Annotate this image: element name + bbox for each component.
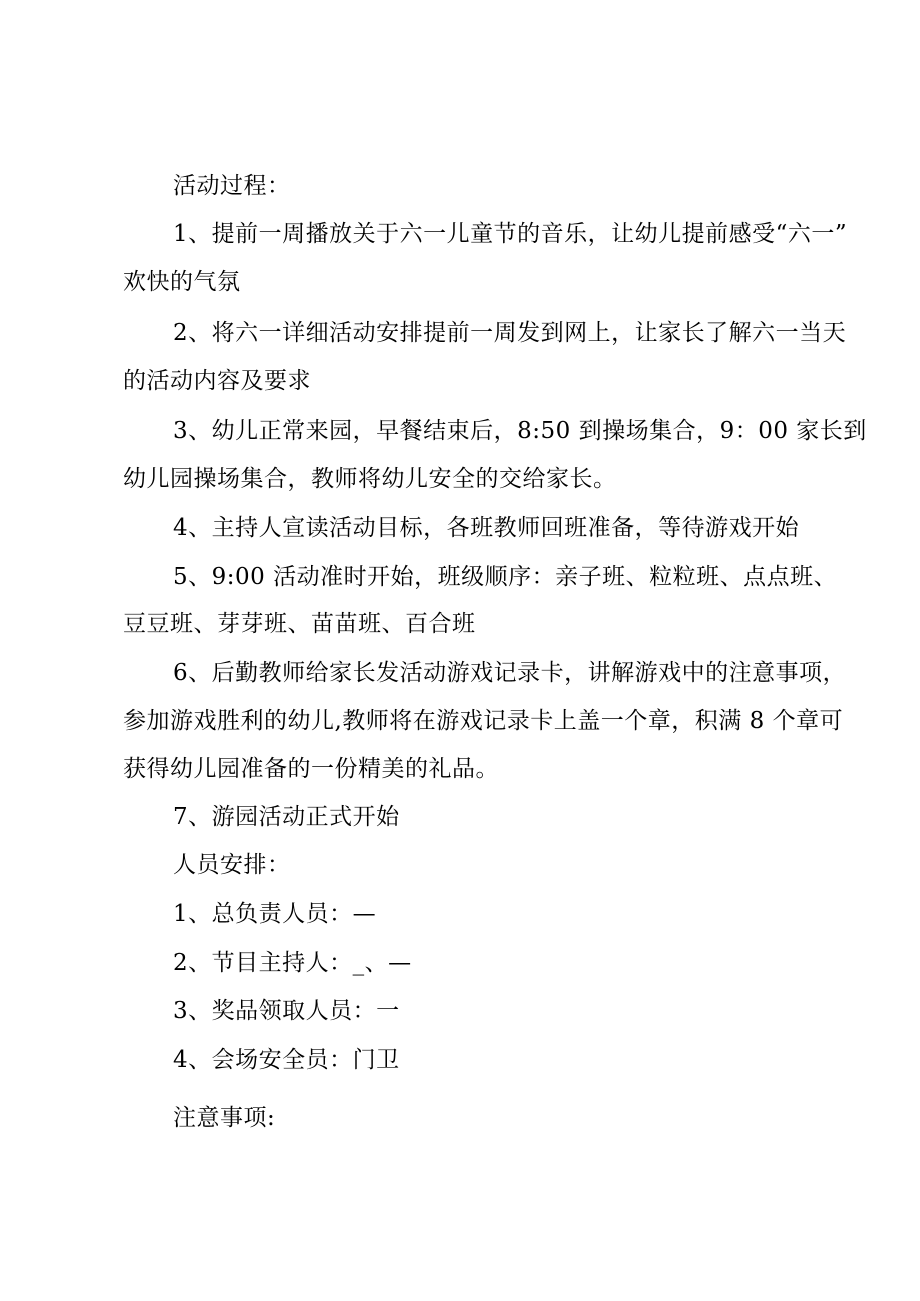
paragraph-line: 4、主持人宣读活动目标，各班教师回班准备，等待游戏开始 [173, 515, 800, 541]
paragraph-line: 获得幼儿园准备的一份精美的礼品。 [123, 756, 499, 782]
list-item: 2、节目主持人：_、— [173, 950, 412, 976]
paragraph-line: 1、提前一周播放关于六一儿童节的音乐，让幼儿提前感受“六一” [173, 221, 848, 247]
section-heading-staff: 人员安排： [173, 852, 291, 878]
section-heading-activity-process: 活动过程： [173, 173, 291, 199]
paragraph-line: 2、将六一详细活动安排提前一周发到网上，让家长了解六一当天 [173, 320, 847, 346]
paragraph-line: 豆豆班、芽芽班、苗苗班、百合班 [123, 611, 476, 637]
list-item: 4、会场安全员：门卫 [173, 1047, 400, 1073]
paragraph-line: 欢快的气氛 [123, 269, 241, 295]
list-item: 3、奖品领取人员：一 [173, 998, 400, 1024]
list-item: 1、总负责人员：— [173, 901, 377, 927]
paragraph-line: 3、幼儿正常来园，早餐结束后，8:50 到操场集合，9：00 家长到 [173, 418, 867, 444]
paragraph-line: 幼儿园操场集合，教师将幼儿安全的交给家长。 [123, 466, 617, 492]
paragraph-line: 参加游戏胜利的幼儿,教师将在游戏记录卡上盖一个章，积满 8 个章可 [123, 708, 844, 734]
paragraph-line: 7、游园活动正式开始 [173, 804, 400, 830]
paragraph-line: 6、后勤教师给家长发活动游戏记录卡，讲解游戏中的注意事项， [173, 660, 847, 686]
paragraph-line: 5、9:00 活动准时开始，班级顺序：亲子班、粒粒班、点点班、 [173, 564, 838, 590]
section-heading-notes: 注意事项: [173, 1105, 276, 1131]
paragraph-line: 的活动内容及要求 [123, 368, 311, 394]
